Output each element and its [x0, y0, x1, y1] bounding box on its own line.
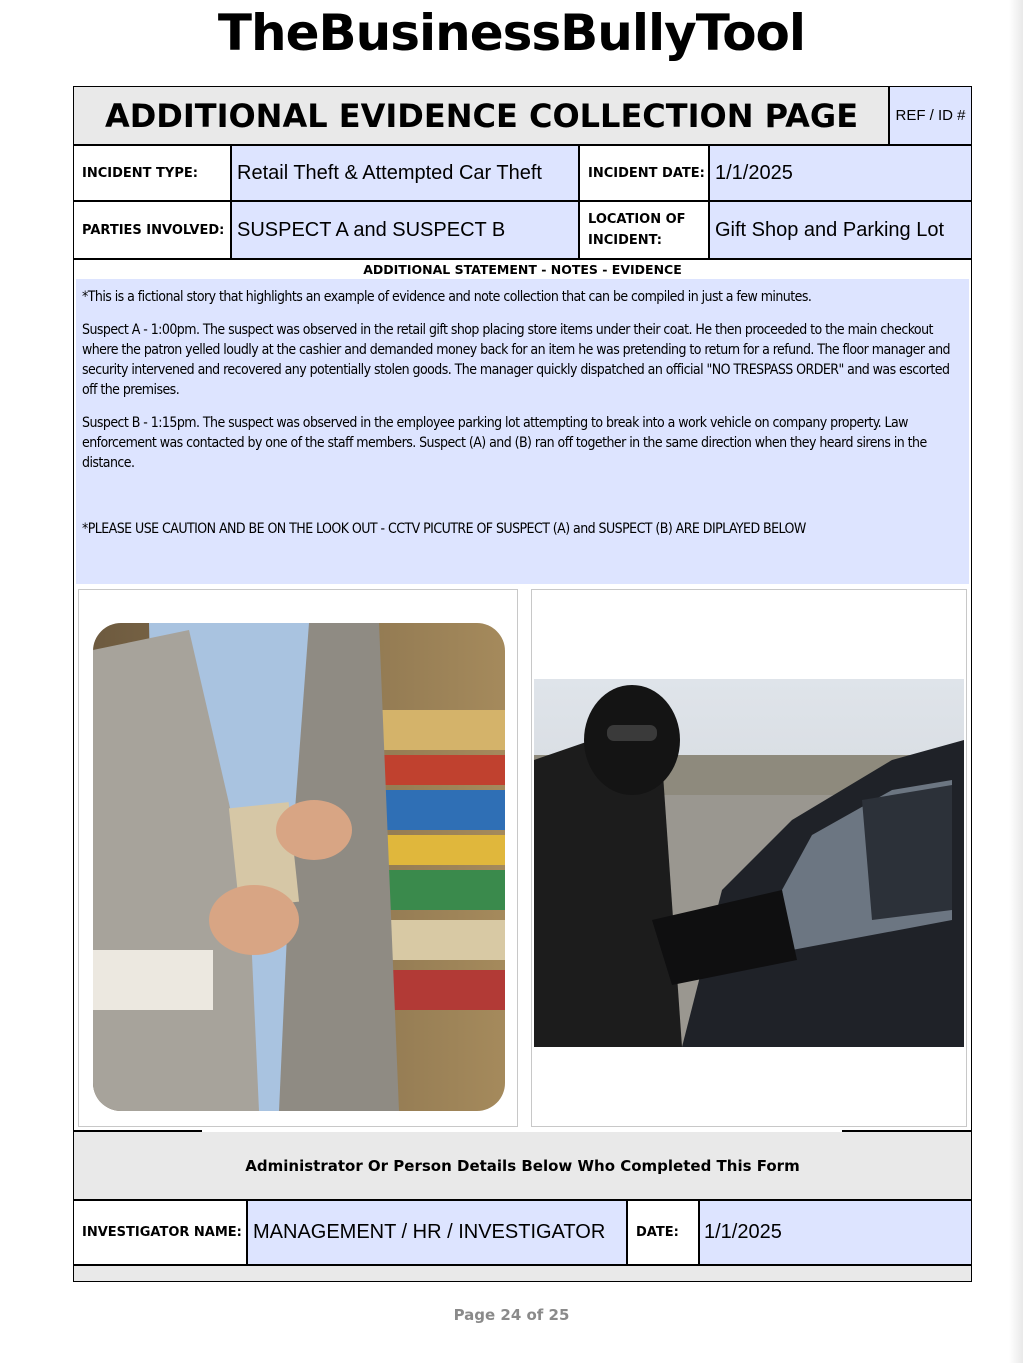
brand-title: TheBusinessBullyTool — [217, 4, 806, 62]
note-disclaimer: *This is a fictional story that highlights an example of evidence and note collection that can be compiled in just a few minutes. — [82, 289, 812, 305]
location-label-line2: INCIDENT: — [588, 233, 663, 248]
divider — [626, 1201, 628, 1264]
photo-suspect-b-frame — [531, 589, 967, 1127]
note-suspect-b: Suspect B - 1:15pm. The suspect was observed in the employee parking lot attempting to break into a work vehicle on company property. Law enforcement was contacted by one of the staff members. Suspect (A) and (B) ran off together in the same direction when they heard sirens in the distance. — [82, 415, 927, 471]
date-label: DATE: — [636, 1225, 679, 1240]
location-field[interactable]: Gift Shop and Parking Lot — [710, 202, 971, 258]
ref-id-field[interactable]: REF / ID # — [890, 87, 971, 144]
incident-type-field[interactable]: Retail Theft & Attempted Car Theft — [232, 146, 578, 200]
notes-section-title: ADDITIONAL STATEMENT - NOTES - EVIDENCE — [363, 262, 682, 277]
incident-date-label: INCIDENT DATE: — [588, 165, 705, 181]
divider — [888, 87, 890, 144]
incident-date-field[interactable]: 1/1/2025 — [710, 146, 971, 200]
form-footer-band — [74, 1266, 971, 1281]
notes-textarea[interactable] — [76, 279, 969, 584]
cctv-photo-suspect-b — [532, 590, 966, 1126]
page-edge-shadow — [1009, 0, 1023, 1363]
location-label-line1: LOCATION OF — [588, 212, 686, 227]
parties-involved-field[interactable]: SUSPECT A and SUSPECT B — [232, 202, 578, 258]
investigator-name-label: INVESTIGATOR NAME: — [82, 1225, 242, 1240]
investigator-name-field[interactable]: MANAGEMENT / HR / INVESTIGATOR — [248, 1201, 626, 1264]
incident-type-label: INCIDENT TYPE: — [82, 165, 198, 181]
divider — [74, 258, 971, 260]
divider — [698, 1201, 700, 1264]
divider — [246, 1201, 248, 1264]
cctv-photo-suspect-a — [79, 590, 517, 1126]
photo-suspect-a-frame — [78, 589, 518, 1127]
date-field[interactable]: 1/1/2025 — [700, 1201, 971, 1264]
page-number: Page 24 of 25 — [453, 1306, 570, 1324]
note-caution: *PLEASE USE CAUTION AND BE ON THE LOOK OUT - CCTV PICUTRE OF SUSPECT (A) and SUSPECT (B) ARE DIPLAYED BELOW — [82, 521, 806, 537]
evidence-form — [73, 86, 972, 1282]
parties-involved-label: PARTIES INVOLVED: — [82, 222, 225, 238]
form-title: ADDITIONAL EVIDENCE COLLECTION PAGE — [74, 87, 889, 144]
note-suspect-a: Suspect A - 1:00pm. The suspect was observed in the retail gift shop placing store items under their coat. He then proceeded to the main checkout where the patron yelled loudly at the cashier and demanded money back for an item he was pretending to return for a refund. The floor manager and security intervened and recovered any potentially stolen goods. The manager quickly dispatched an official "NO TRESPASS ORDER" and was escorted off the premises. — [82, 322, 951, 398]
location-label — [580, 202, 708, 258]
admin-heading: Administrator Or Person Details Below Who Completed This Form — [74, 1132, 971, 1199]
